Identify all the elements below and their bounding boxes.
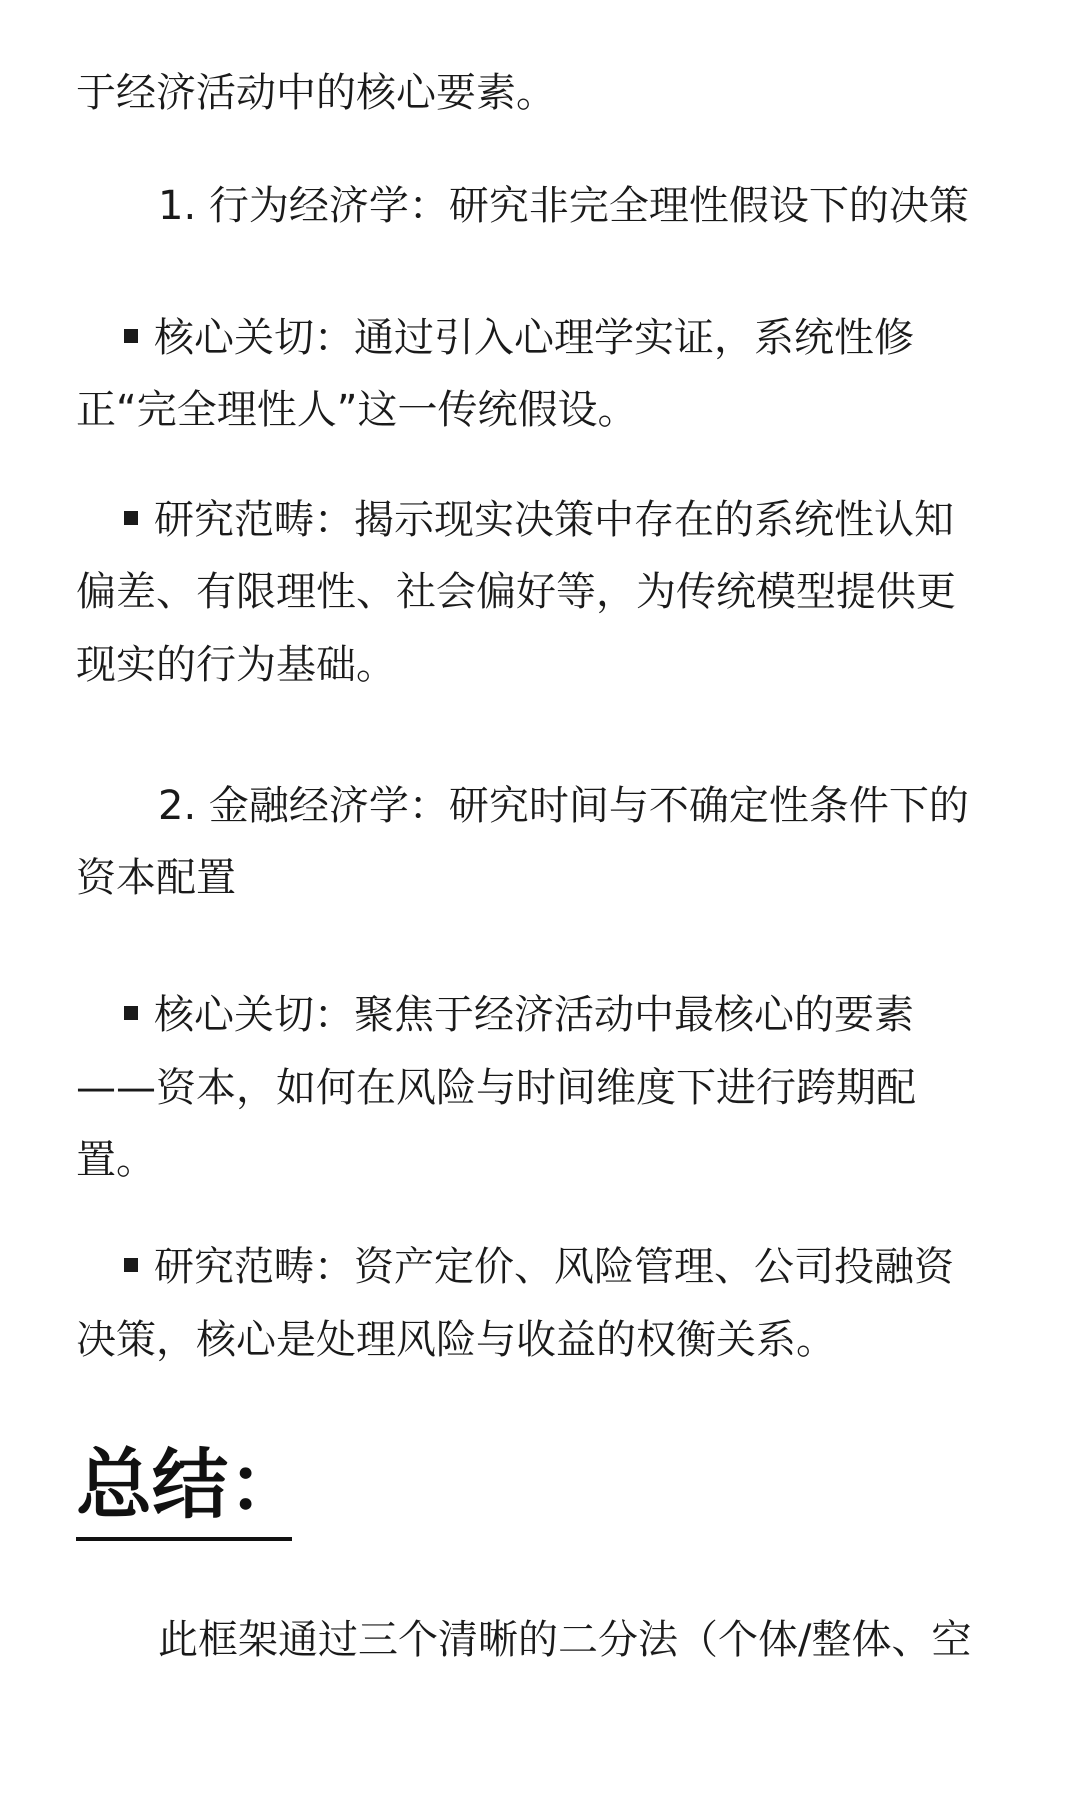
item2-title-line1: 2. 金融经济学：研究时间与不确定性条件下的	[158, 783, 969, 829]
item1-bullet2-text: 研究范畴：揭示现实决策中存在的系统性认知	[154, 497, 954, 543]
item2-title-line2: 资本配置	[76, 855, 236, 901]
item2-bullet1-text: 核心关切：聚焦于经济活动中最核心的要素	[154, 992, 914, 1038]
item2-bullet1-line3: 置。	[76, 1137, 156, 1183]
item1-bullet2-line2: 偏差、有限理性、社会偏好等，为传统模型提供更	[76, 569, 956, 615]
item2-bullet1-line2: ——资本，如何在风险与时间维度下进行跨期配	[76, 1065, 916, 1111]
summary-heading-underline	[76, 1537, 292, 1541]
item1-bullet1-text: 核心关切：通过引入心理学实证，系统性修	[154, 315, 914, 361]
summary-line1: 此框架通过三个清晰的二分法（个体/整体、空	[158, 1617, 972, 1663]
item1-bullet2-line3: 现实的行为基础。	[76, 642, 396, 688]
square-bullet-icon	[124, 511, 138, 525]
item1-title: 1. 行为经济学：研究非完全理性假设下的决策	[158, 183, 969, 229]
item1-bullet1-line1	[124, 314, 914, 362]
item2-bullet2-line1	[124, 1243, 954, 1291]
item1-bullet2-line1	[124, 496, 954, 544]
square-bullet-icon	[124, 1006, 138, 1020]
intro-tail-text: 于经济活动中的核心要素。	[76, 70, 556, 116]
square-bullet-icon	[124, 1258, 138, 1272]
square-bullet-icon	[124, 329, 138, 343]
summary-heading: 总结：	[76, 1440, 304, 1529]
item2-bullet1-line1	[124, 991, 914, 1039]
item2-bullet2-line2: 决策，核心是处理风险与收益的权衡关系。	[76, 1317, 836, 1363]
item2-bullet2-text: 研究范畴：资产定价、风险管理、公司投融资	[154, 1244, 954, 1290]
item1-bullet1-line2: 正“完全理性人”这一传统假设。	[76, 387, 638, 433]
